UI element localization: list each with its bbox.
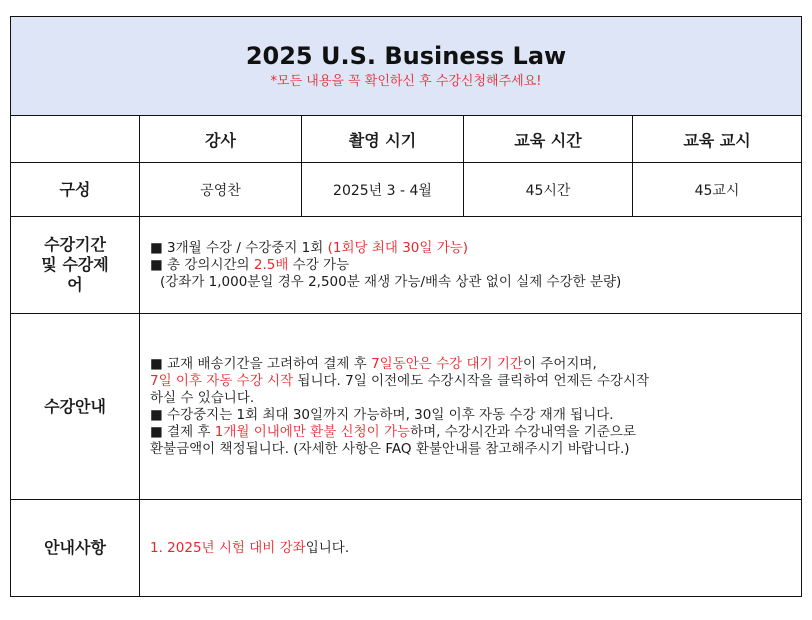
guide-content — [140, 314, 802, 500]
period-label-line-1: 수강기간 — [44, 235, 106, 254]
period-line-3 — [150, 274, 791, 291]
guide-line-5-tail: 하며, 수강시간과 수강내역을 기준으로 — [410, 423, 636, 440]
row-label-composition: 구성 — [11, 163, 140, 217]
row-label-guide: 수강안내 — [11, 314, 140, 500]
hours-value: 45시간 — [464, 163, 633, 217]
notice-item-1-highlight: 1. 2025년 시험 대비 강좌 — [150, 539, 306, 556]
period-line-1-text: ■ 3개월 수강 / 수강중지 1회 — [150, 239, 328, 256]
guide-line-1-tail: 이 주어지며, — [522, 355, 597, 372]
period-line-2 — [150, 257, 791, 274]
guide-line-5-text: ■ 결제 후 — [150, 423, 215, 440]
guide-line-6: 환불금액이 책정됩니다. (자세한 사항은 FAQ 환불안내를 참고해주시기 바랍니다.) — [150, 440, 630, 457]
instructor-value: 공영찬 — [140, 163, 302, 217]
course-subtitle: *모든 내용을 꼭 확인하신 후 수강신청해주세요! — [270, 74, 542, 89]
column-header-instructor: 강사 — [140, 116, 302, 163]
notice-item-1-tail: 입니다. — [305, 539, 350, 556]
guide-line-1-text: ■ 교재 배송기간을 고려하여 결제 후 — [150, 355, 372, 372]
course-info-table — [10, 16, 802, 597]
period-line-3-text: (강좌가 1,000분일 경우 2,500분 재생 가능/배속 상관 없이 실제 수강한 분량) — [160, 273, 622, 290]
guide-line-2-text: 됩니다. 7일 이전에도 수강시작을 클릭하여 언제든 수강시작 — [293, 372, 650, 389]
row-label-notice: 안내사항 — [11, 500, 140, 597]
period-content — [140, 217, 802, 314]
column-header-filming: 촬영 시기 — [302, 116, 464, 163]
guide-line-2 — [150, 373, 791, 390]
period-line-2-highlight: 2.5배 — [253, 256, 289, 273]
guide-line-4: ■ 수강중지는 1회 최대 30일까지 가능하며, 30일 이후 자동 수강 재개 됩니다. — [150, 406, 614, 423]
guide-line-5 — [150, 424, 791, 441]
period-line-1 — [150, 240, 791, 257]
guide-line-2-highlight: 7일 이후 자동 수강 시작 — [150, 372, 294, 389]
corner-cell — [11, 116, 140, 163]
course-title: 2025 U.S. Business Law — [245, 42, 567, 70]
row-label-period — [11, 217, 140, 314]
notice-item-1 — [150, 540, 791, 557]
guide-line-5-highlight: 1개월 이내에만 환불 신청이 가능 — [214, 423, 411, 440]
period-line-2-text: ■ 총 강의시간의 — [150, 256, 254, 273]
notice-content — [140, 500, 802, 597]
period-line-2-tail: 수강 가능 — [288, 256, 350, 273]
guide-line-1-highlight: 7일동안은 수강 대기 기간 — [371, 355, 523, 372]
column-header-hours: 교육 시간 — [464, 116, 633, 163]
period-label-line-3: 어 — [67, 275, 83, 294]
period-line-1-highlight: (1회당 최대 30일 가능) — [327, 239, 469, 256]
filming-value: 2025년 3 - 4월 — [302, 163, 464, 217]
column-header-periods: 교육 교시 — [633, 116, 802, 163]
period-label-line-2: 및 수강제 — [41, 255, 109, 274]
guide-line-1 — [150, 356, 791, 373]
header-banner — [11, 17, 802, 116]
guide-line-3: 하실 수 있습니다. — [150, 389, 255, 406]
periods-value: 45교시 — [633, 163, 802, 217]
